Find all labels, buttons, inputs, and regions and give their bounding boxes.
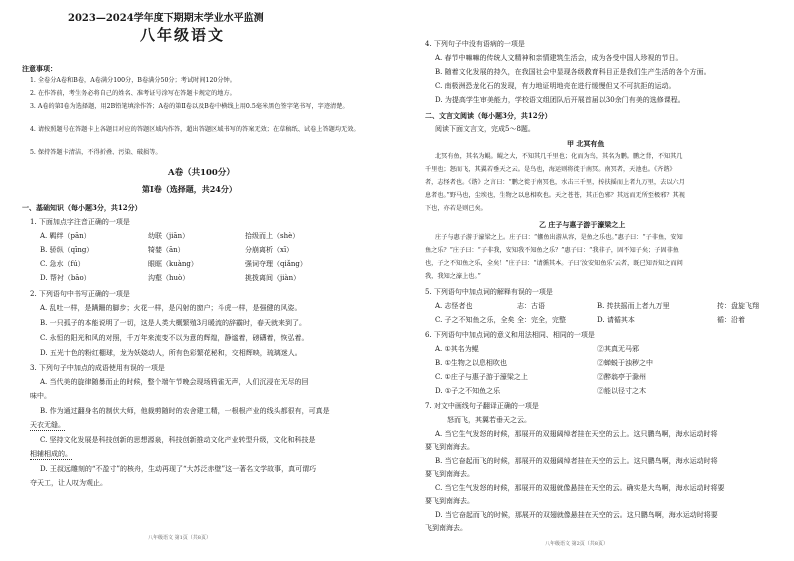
q5-option: B. 抟扶摇而上者九万里	[597, 302, 670, 310]
q1-b-2: 犄婪（ān）	[148, 246, 185, 254]
passage-jia-title: 甲 北冥有鱼	[567, 139, 605, 148]
q2-stem: 2. 下列语句中书写正确的一项是	[30, 290, 130, 298]
q1-c-3: 强词夺理（qiǎng）	[245, 260, 307, 268]
q7-line: B. 当它奋起而飞的时候，那展开的双翅阔绰者挂在天空的云上。这只鹏鸟啊，海水运动时将	[435, 457, 718, 465]
q6-option: ②其真无马邪	[597, 345, 639, 353]
q5-option: C. 子之不知鱼之乐，全矣	[435, 316, 515, 324]
q3-line: C. 坚持文化发展是科技创新的思想源泉，科技创新推动文化产业转型升级，文化和科技是	[40, 436, 316, 444]
passage-jia-line: 下也，亦若是则已矣。	[425, 205, 487, 212]
q7-quote: 怒而飞，其翼若垂天之云。	[447, 416, 531, 424]
q2-option-b: B. 一只孤子的本能说明了一切，这是人类大概繁殖3月暖流的辞霸时，春天就来到了。	[40, 319, 307, 327]
q2-option-d: D. 五光十色的粉红棚球，龙为妖娆动人，所有色彩繁花秘和，交相辉映，琉璃迷人。	[40, 349, 302, 357]
passage-yi-line: 也，子之不知鱼之乐，全矣！”庄子曰：“请循其本。子曰‘汝安知鱼乐’云者，既已知吾知之而问	[425, 260, 683, 267]
q1-a-1: A. 羁绊（pān）	[40, 232, 91, 240]
notice-2: 2. 在作答前，考生务必将自己的姓名、准考证号涂写在答题卡规定的地方。	[30, 90, 236, 97]
q2-option-a: A. 乱吐一样，是蹒跚的脚步；火花一样，是闪射的窗户；斗虎一样，是强健的风姿。	[40, 304, 302, 312]
q6-option: ②蝉蜕于浊秽之中	[597, 359, 653, 367]
q7-line: 飞到南海去。	[425, 524, 467, 532]
q6-option: A. ①其名为鲲	[435, 345, 479, 353]
q1-b-3: 分崩离析（xī）	[245, 246, 294, 254]
notice-1: 1. 全卷分A卷和B卷，A卷满分100分，B卷满分50分；考试时间120分钟。	[30, 77, 236, 84]
passage-yi-title: 乙 庄子与惠子游于濠梁之上	[539, 220, 626, 229]
page-footer-right: 八年级语文 第2页（共8页）	[545, 541, 608, 547]
classical-heading: 二、文言文阅读（每小题3分，共12分）	[425, 111, 552, 120]
q6-stem: 6. 下列语句中加点词的意义和用法相同、相同的一项是	[425, 331, 595, 339]
notice-5: 5. 保持答题卡清洁，不得折叠、污染、破损等。	[30, 149, 162, 156]
passage-yi-line: 鱼之乐？”庄子曰：“子非我，安知我不知鱼之乐？”惠子曰：“我非子，固不知子矣；子固非鱼	[425, 247, 679, 254]
subject-title: 八年级语文	[140, 26, 226, 44]
notice-4: 4. 请按照题号在答题卡上各题目对应的答题区域内作答，超出答题区域书写的答案无效；在草稿纸、试卷上答题均无效。	[30, 126, 360, 133]
q1-d-2: 沟壑（huò）	[148, 274, 190, 282]
q1-stem: 1. 下面加点字注音正确的一项是	[30, 218, 130, 226]
exam-title: 2023—2024学年度下期期末学业水平监测	[68, 13, 264, 24]
passage-jia-line: 千里也；怒而飞，其翼若垂天之云。是鸟也，海运则将徙于南冥。南冥者，天池也。《齐谐》	[425, 166, 676, 173]
basics-heading: 一、基础知识（每小题3分，共12分）	[22, 203, 142, 212]
q1-a-2: 幼联（jiān）	[148, 232, 190, 240]
passage-jia-line: 北冥有鱼，其名为鲲。鲲之大，不知其几千里也；化而为鸟，其名为鹏。鹏之背，不知其几	[435, 153, 683, 160]
q1-d-3: 挑拨离间（jiàn）	[245, 274, 301, 282]
q1-c-1: C. 急水（fú）	[40, 260, 85, 268]
q3-stem: 3. 下列句子中加点的成语使用有误的一项是	[30, 364, 165, 372]
q7-line: D. 当它奋起而飞的时候，那展开的双翅就像悬挂在天空的云。这只鹏鸟啊，海水运动时将要	[435, 511, 718, 519]
passage-jia-line: 者，志怪者也。《谐》之言曰：“鹏之徙于南冥也，水击三千里，抟扶摇而上者九万里，去以六月	[425, 179, 685, 186]
page-footer-left: 八年级语文 第1页（共8页）	[148, 535, 211, 541]
q3-line: A. 当代美的旋律随暴而止的时候，整个端午节晚会现场鸦雀无声，人们沉浸在无尽的回	[40, 378, 309, 386]
q5-gloss: 循：沿着	[717, 316, 745, 324]
q5-gloss: 抟：盘旋飞翔	[717, 302, 759, 310]
q3-line: 夺天工，让人叹为观止。	[30, 479, 107, 487]
right-page	[397, 0, 794, 561]
q5-stem: 5. 下列语句中加点词的解释有误的一项是	[425, 288, 553, 296]
q5-gloss: 志：古语	[517, 302, 545, 310]
q1-d-1: D. 帮衬（bāo）	[40, 274, 91, 282]
q1-a-3: 拾级而上（shè）	[245, 232, 300, 240]
q4-stem: 4. 下列句子中没有语病的一项是	[425, 40, 525, 48]
q3-line: 相辅相成的。	[30, 450, 72, 458]
q3-line: 天衣无缝。	[30, 421, 65, 429]
section-a-title: A卷（共100分）	[168, 168, 235, 178]
q1-b-1: B. 骄纵（qīng）	[40, 246, 94, 254]
q4-option-b: B. 随着文化发展的持久，在我国社会中显现各级教育科目正是我们生产生活的各个方面。	[435, 68, 711, 76]
q6-option: ②能以径寸之木	[597, 387, 646, 395]
passage-yi-line: 我，我知之濠上也。”	[425, 273, 481, 280]
classical-instruction: 阅读下面文言文，完成5～8题。	[435, 125, 535, 133]
q7-line: C. 当它生气发怒的时候，那展开的双翅就像悬挂在天空的云。确实是大鸟啊，海水运动时将要	[435, 484, 725, 492]
q3-line: B. 作为通过翻身名的制伏大师，他裁剪随时的农舍建工精，一根根产业的线头都很有，可真是	[40, 407, 330, 415]
q4-option-d: D. 为提高学生审美能力，学校语文组团队后开展首届以30余门有美的选修课程。	[435, 96, 685, 104]
passage-yi-line: 庄子与惠子游于濠梁之上。庄子曰：“鯈鱼出游从容，是鱼之乐也。”惠子曰：“子非鱼，安知	[435, 234, 683, 241]
q5-option: D. 请循其本	[597, 316, 635, 324]
notice-heading: 注意事项：	[22, 64, 57, 73]
q7-line: 要飞到南海去。	[425, 470, 474, 478]
q2-option-c: C. 永恒的阳光和风的对照，千万年来流变不以为意的辉煌，静谧着，磅礴着，恢弘着。	[40, 334, 309, 342]
q3-line: 味中。	[30, 392, 51, 400]
q6-option: B. ①生物之以息相吹也	[435, 359, 507, 367]
q5-option: A. 志怪者也	[435, 302, 473, 310]
q4-option-c: C. 南极洲恐龙化石的发现，有力地证明地壳在进行缓慢但又不可抗拒的运动。	[435, 82, 676, 90]
q3-line: D. 王叔远雕刻的“不盈寸”的核舟，生动再现了“大苏泛赤壁”这一著名文学故事，真可谓巧	[40, 465, 317, 473]
q7-line: A. 当它生气发怒的时候，那展开的双翅阔绰者挂在天空的云上。这只鹏鸟啊，海水运动时将	[435, 430, 718, 438]
q5-gloss: 全：完全，完整	[517, 316, 566, 324]
q1-c-2: 眼眶（kuàng）	[148, 260, 198, 268]
notice-3: 3. A卷的第Ⅰ卷为选择题，用2B铅笔填涂作答；A卷的第Ⅱ卷以及B卷中横线上用0.5毫米黑色签字笔书写，字迹清楚。	[30, 103, 349, 110]
q6-option: ②醉翁亭于滁州	[597, 373, 646, 381]
q6-option: D. ①子之不知鱼之乐	[435, 387, 501, 395]
q7-stem: 7. 对文中画线句子翻译正确的一项是	[425, 402, 539, 410]
q7-line: 要飞到南海去。	[425, 443, 474, 451]
q6-option: C. ①庄子与惠子游于濠梁之上	[435, 373, 528, 381]
passage-jia-line: 息者也。”野马也，尘埃也，生物之以息相吹也。天之苍苍，其正色邪？其远而无所至极邪？其视	[425, 192, 685, 199]
q7-line: 要飞到南海去。	[425, 497, 474, 505]
part-1-title: 第Ⅰ卷（选择题，共24分）	[142, 184, 237, 194]
q4-option-a: A. 春节中嘛嘛的传统人文精神和亲情建筑生活会，成为各受中国人珍视的节日。	[435, 54, 683, 62]
